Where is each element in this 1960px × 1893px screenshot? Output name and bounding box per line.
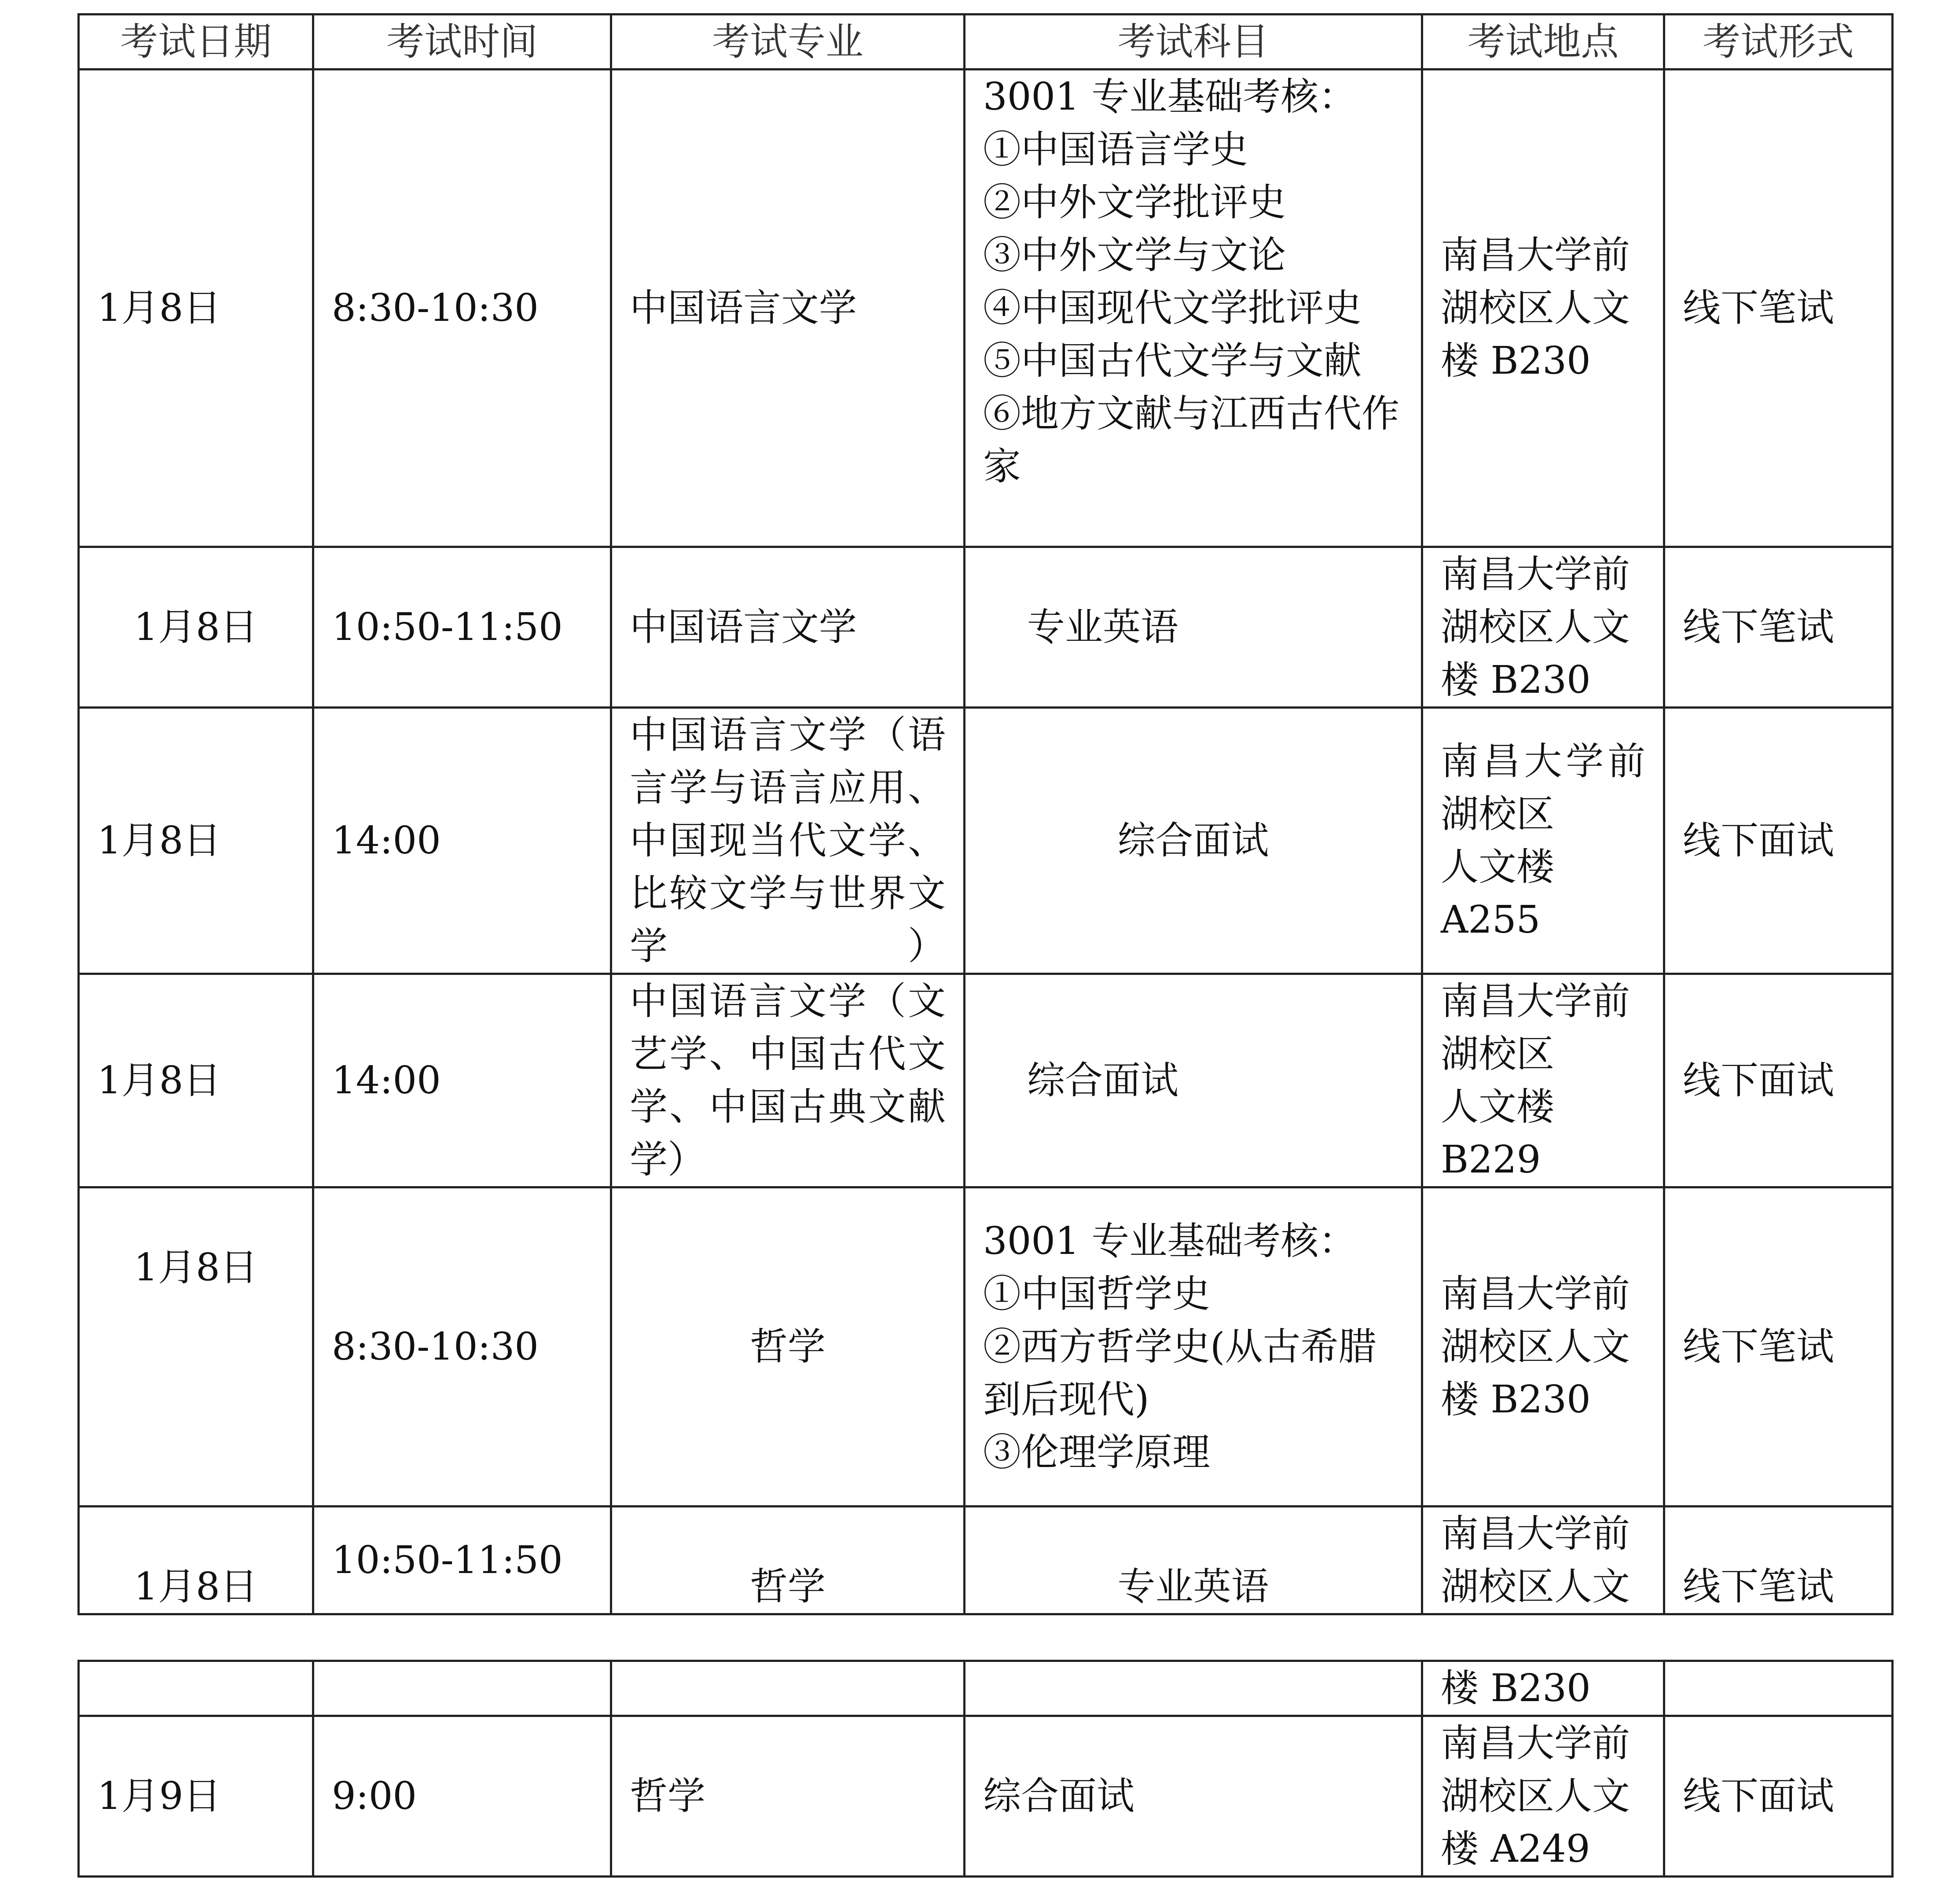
cell-format: 线下笔试 [1664,547,1893,708]
cell-time [313,1661,611,1716]
table-row [79,1661,1893,1716]
header-time: 考试时间 [313,15,611,70]
cell-location: 南昌大学前湖校区人文楼 A249 [1422,1716,1664,1877]
header-date: 考试日期 [79,15,313,70]
cell-subject: 专业英语 [965,547,1422,708]
cell-format [1664,1661,1893,1716]
header-format: 考试形式 [1664,15,1893,70]
cell-major: 中国语言文学（语言学与语言应用、中国现当代文学、比较文学与世界文学） [611,708,965,974]
table-row [79,1716,1893,1877]
cell-date: 1月9日 [79,1716,313,1877]
cell-format: 线下面试 [1664,708,1893,974]
table-row [79,547,1893,708]
cell-major [611,1661,965,1716]
cell-time: 14:00 [313,708,611,974]
table-row [79,708,1893,974]
cell-format: 线下笔试 [1664,70,1893,547]
header-major: 考试专业 [611,15,965,70]
cell-location: 南昌大学前湖校区人文楼 B230 [1422,70,1664,547]
cell-time: 10:50-11:50 [313,547,611,708]
exam-schedule-table-continued [77,1660,1894,1878]
cell-major: 哲学 [611,1507,965,1614]
cell-subject: 3001 专业基础考核： ①中国语言学史 ②中外文学批评史 ③中外文学与文论 ④中国现代文学批评史 ⑤中国古代文学与文献 ⑥地方文献与江西古代作家 [965,70,1422,547]
exam-schedule-table [77,13,1894,1615]
cell-subject: 综合面试 [965,974,1422,1187]
cell-subject [965,1661,1422,1716]
cell-format: 线下笔试 [1664,1507,1893,1614]
cell-subject: 综合面试 [965,708,1422,974]
cell-major: 哲学 [611,1187,965,1507]
header-location: 考试地点 [1422,15,1664,70]
cell-location: 南昌大学前湖校区人文 [1422,1507,1664,1614]
cell-date: 1月8日 [79,547,313,708]
cell-date: 1月8日 [79,708,313,974]
cell-format: 线下笔试 [1664,1187,1893,1507]
cell-subject: 3001 专业基础考核： ①中国哲学史 ②西方哲学史(从古希腊到后现代) ③伦理学原理 [965,1187,1422,1507]
cell-subject: 专业英语 [965,1507,1422,1614]
cell-date: 1月8日 [79,974,313,1187]
table-row [79,1187,1893,1507]
cell-format: 线下面试 [1664,974,1893,1187]
cell-time: 8:30-10:30 [313,1187,611,1507]
cell-date [79,1661,313,1716]
table-header-row [79,15,1893,70]
cell-location: 楼 B230 [1422,1661,1664,1716]
cell-major: 中国语言文学（文艺学、中国古代文学、中国古典文献学） [611,974,965,1187]
cell-location: 南昌大学前湖校区人文楼 B230 [1422,1187,1664,1507]
cell-location: 南昌大学前湖校区人文楼 B230 [1422,547,1664,708]
cell-date: 1月8日 [79,1187,313,1507]
cell-location: 南昌大学前湖校区 人文楼 A255 [1422,708,1664,974]
cell-date: 1月8日 [79,70,313,547]
cell-major: 中国语言文学 [611,70,965,547]
cell-subject: 综合面试 [965,1716,1422,1877]
table-row [79,70,1893,547]
table-row [79,974,1893,1187]
cell-date: 1月8日 [79,1507,313,1614]
cell-major: 哲学 [611,1716,965,1877]
table-row [79,1507,1893,1614]
cell-format: 线下面试 [1664,1716,1893,1877]
cell-time: 8:30-10:30 [313,70,611,547]
cell-location: 南昌大学前湖校区 人文楼 B229 [1422,974,1664,1187]
cell-time: 10:50-11:50 [313,1507,611,1614]
header-subject: 考试科目 [965,15,1422,70]
cell-time: 9:00 [313,1716,611,1877]
cell-time: 14:00 [313,974,611,1187]
cell-major: 中国语言文学 [611,547,965,708]
